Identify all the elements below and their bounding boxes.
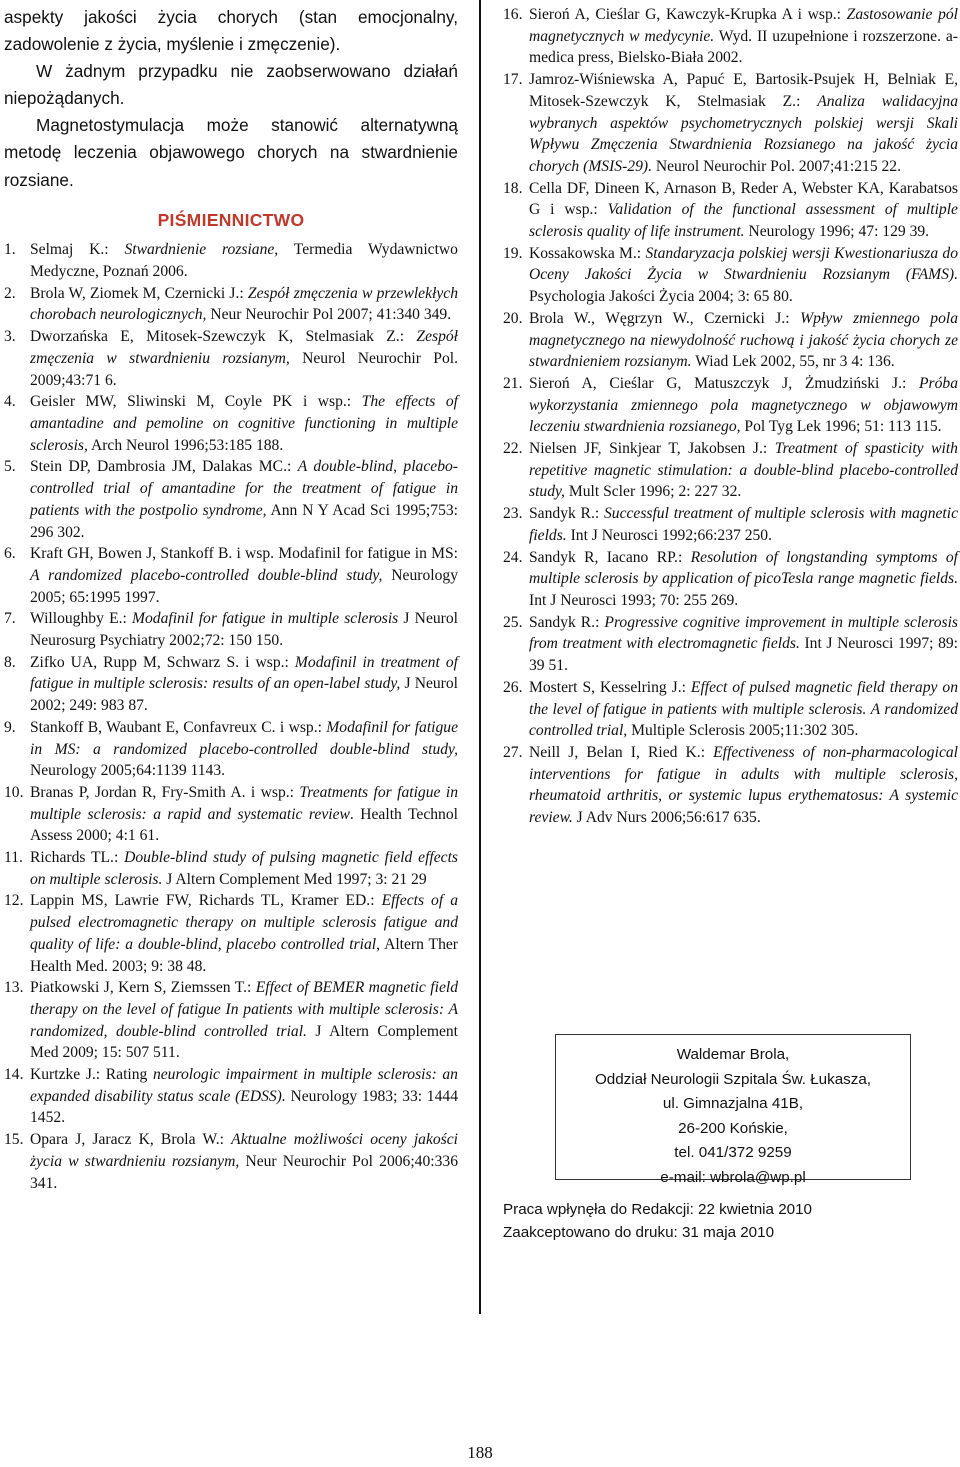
reference-source: Int J Neurosci 1992;66:237 250. [566, 526, 772, 544]
reference-authors: Kossakowska M.: [529, 244, 646, 262]
reference-item [503, 243, 958, 308]
reference-title: Aktualne możliwości oceny jakości życia w stwardnieniu rozsianym, [30, 1131, 458, 1170]
reference-number: 26. [503, 678, 523, 696]
reference-item [4, 782, 458, 847]
reference-source: Wyd. II uzupełnione i rozszerzone. a-medica press, Bielsko-Biała 2002. [529, 27, 958, 67]
reference-authors: Jamroz-Wiśniewska A, Papuć E, Bartosik-Psujek H, Belniak E, Mitosek-Szewczyk K, Stelmasiak Z.: [529, 71, 958, 110]
reference-number: 15. [4, 1131, 24, 1149]
reference-number: 11. [4, 849, 23, 867]
reference-item [4, 283, 458, 326]
reference-authors: Lappin MS, Lawrie FW, Richards TL, Kramer ED.: [30, 892, 382, 910]
reference-item [4, 977, 458, 1064]
reference-item [503, 742, 958, 829]
reference-title: Treatments for fatigue in multiple sclerosis: a rapid and systematic review [30, 783, 458, 823]
reference-item [4, 608, 458, 651]
reference-number: 25. [503, 613, 523, 631]
reference-item [503, 308, 958, 373]
reference-source: Multiple Sclerosis 2005;11:302 305. [627, 722, 859, 740]
reference-number: 1. [4, 241, 16, 259]
reference-number: 10. [4, 783, 24, 801]
reference-authors: Selmaj K.: [30, 241, 125, 259]
reference-item [503, 547, 958, 612]
reference-title: Zespół zmęczenia w stwardnieniu rozsianym, [30, 328, 458, 367]
reference-authors: Zifko UA, Rupp M, Schwarz S. i wsp.: [30, 653, 295, 671]
reference-item [4, 652, 458, 717]
reference-title: Effectiveness of non-pharmacological interventions for fatigue in adults with multiple sclerosis, rheumatoid arthritis, or systemic lupus erythematosus: A systemic review. [529, 743, 958, 827]
address-street: ul. Gimnazjalna 41B, [662, 1095, 804, 1113]
address-city: 26-200 Końskie, [678, 1119, 788, 1137]
reference-list-left [4, 239, 458, 1194]
correspondence-address-box [555, 1034, 911, 1186]
intro-paragraph: Magnetostymulacja może stanowić alternatywną metodę leczenia objawowego chorych na stwardnienie rozsiane. [4, 115, 458, 190]
reference-authors: Neill J, Belan I, Ried K.: [529, 743, 714, 761]
reference-source: Neurology 1996; 47: 129 39. [744, 223, 930, 241]
reference-item [4, 890, 458, 977]
column-divider [479, 0, 481, 1314]
reference-item [4, 1129, 458, 1194]
reference-item [4, 239, 458, 282]
reference-title: Resolution of longstanding symptoms of multiple sclerosis by application of picoTesla range magnetic fields. [529, 548, 958, 588]
reference-authors: Willoughby E.: [30, 610, 133, 628]
reference-number: 6. [4, 545, 16, 563]
reference-item [4, 717, 458, 782]
reference-source: Neur Neurochir Pol 2006;40:336 341. [30, 1152, 458, 1192]
reference-authors: Stankoff B, Waubant E, Confavreux C. i wsp.: [30, 718, 327, 736]
reference-title: Standaryzacja polskiej wersji Kwestionariusza do Oceny Jakości Życia w Stwardnieniu Rozsianym (FAMS). [529, 244, 959, 284]
reference-source: Arch Neurol 1996;53:185 188. [87, 436, 284, 454]
reference-number: 7. [4, 610, 16, 628]
reference-source: Neurology 1983; 33: 1444 1452. [30, 1087, 458, 1127]
reference-number: 13. [4, 979, 24, 997]
reference-source: Altern Ther Health Med. 2003; 9: 38 48. [30, 935, 458, 975]
reference-source: J Neurol 2002; 249: 983 87. [30, 675, 459, 715]
reference-authors: Brola W., Węgrzyn W., Czernicki J.: [529, 309, 801, 327]
reference-title: Stwardnienie rozsiane, [124, 241, 279, 259]
reference-item [503, 69, 958, 178]
reference-authors: Sandyk R, Iacano RP.: [529, 548, 691, 566]
left-column [4, 4, 458, 1194]
reference-item [503, 438, 958, 503]
reference-item [503, 373, 958, 438]
accepted-date: Zaakceptowano do druku: 31 maja 2010 [503, 1224, 775, 1241]
reference-authors: Sieroń A, Cieślar G, Kawczyk-Krupka A i wsp.: [529, 6, 847, 23]
reference-authors: Nielsen JF, Sinkjear T, Jakobsen J.: [529, 440, 775, 458]
reference-source: Mult Scler 1996; 2: 227 32. [564, 483, 742, 501]
reference-source: Neurol Neurochir Pol. 2007;41:215 22. [651, 157, 902, 175]
reference-number: 17. [503, 71, 523, 89]
reference-source: Neur Neurochir Pol 2007; 41:340 349. [206, 306, 452, 324]
reference-authors: Sieroń A, Cieślar G, Matuszczyk J, Żmudziński J.: [529, 374, 920, 392]
address-email: e-mail: wbrola@wp.pl [660, 1168, 806, 1186]
reference-number: 22. [503, 440, 523, 458]
reference-source: Neurol Neurochir Pol. 2009;43:71 6. [30, 349, 458, 389]
reference-number: 21. [503, 374, 523, 392]
reference-authors: Sandyk R.: [529, 505, 604, 523]
reference-authors: Piatkowski J, Kern S, Ziemssen T.: [30, 979, 256, 997]
reference-title: Modafinil in treatment of fatigue in multiple sclerosis: results of an open-label study, [30, 653, 458, 693]
reference-item [4, 543, 458, 608]
reference-title: neurologic impairment in multiple sclerosis: an expanded disability status scale (EDSS). [30, 1066, 458, 1105]
reference-title: Effects of a pulsed electromagnetic therapy on multiple sclerosis fatigue and quality of life: a double-blind, placebo controlled trial, [30, 892, 458, 953]
reference-source: Int J Neurosci 1997; 89: 39 51. [529, 635, 959, 675]
references-heading: PIŚMIENNICTWO [157, 209, 305, 230]
reference-item [4, 847, 458, 890]
reference-number: 12. [4, 892, 24, 910]
reference-authors: Dworzańska E, Mitosek-Szewczyk K, Stelmasiak Z.: [30, 328, 417, 346]
reference-number: 18. [503, 179, 523, 197]
address-name: Waldemar Brola, [676, 1046, 790, 1063]
reference-title: A double-blind, placebo-controlled trial of amantadine for the treatment of fatigue in patients with the postpolio syndrome, [30, 458, 458, 519]
reference-title: Wpływ zmiennego pola magnetycznego na niewydolność ruchową i jakość życia chorych ze stwardnieniem rozsianym. [529, 309, 958, 371]
reference-item [4, 391, 458, 456]
reference-number: 20. [503, 309, 523, 327]
reference-title: Treatment of spasticity with repetitive magnetic stimulation: a double-blind placebo-controlled study, [529, 440, 958, 501]
reference-title: A randomized placebo-controlled double-blind study, [30, 566, 383, 584]
reference-title: Próba wykorzystania zmiennego pola magnetycznego w objawowym leczeniu stwardnienia rozsianego, [529, 374, 958, 436]
reference-number: 19. [503, 244, 523, 262]
reference-title: Progressive cognitive improvement in multiple sclerosis from treatment with electromagnetic fields. [529, 613, 958, 653]
reference-title: Validation of the functional assessment of multiple sclerosis quality of life instrument. [529, 201, 958, 241]
page-number: 188 [467, 1443, 493, 1462]
reference-title: The effects of amantadine and pemoline on cognitive functioning in multiple sclerosis, [30, 393, 458, 454]
reference-number: 2. [4, 284, 16, 302]
right-column [503, 4, 958, 829]
reference-authors: Cella DF, Dineen K, Arnason B, Reder A, Webster KA, Karabatsos G i wsp.: [529, 179, 958, 219]
reference-number: 8. [4, 653, 16, 671]
intro-paragraph: W żadnym przypadku nie zaobserwowano działań niepożądanych. [4, 61, 458, 109]
reference-number: 4. [4, 393, 16, 411]
reference-authors: Opara J, Jaracz K, Brola W.: [30, 1131, 232, 1149]
reference-number: 24. [503, 548, 523, 566]
submission-dates [503, 1198, 812, 1244]
reference-authors: Mostert S, Kesselring J.: [529, 678, 691, 696]
reference-number: 3. [4, 328, 16, 346]
reference-source: Neurology 2005;64:1139 1143. [30, 762, 226, 780]
reference-source: Pol Tyg Lek 1996; 51: 113 115. [740, 418, 942, 436]
reference-list-right [503, 4, 958, 829]
reference-number: 16. [503, 6, 523, 23]
reference-authors: Stein DP, Dambrosia JM, Dalakas MC.: [30, 458, 298, 476]
reference-item [4, 456, 458, 543]
reference-number: 14. [4, 1066, 24, 1084]
reference-title: Effect of pulsed magnetic field therapy on the level of fatigue in patients with multiple sclerosis. A randomized controlled trial, [529, 678, 958, 740]
reference-number: 5. [4, 458, 16, 476]
reference-title: Zastosowanie pól magnetycznych w medycynie. [529, 6, 958, 45]
reference-source: J Altern Complement Med 1997; 3: 21 29 [162, 870, 427, 888]
reference-title: Zespół zmęczenia w przewlekłych chorobach neurologicznych, [30, 284, 458, 324]
reference-authors: Sandyk R.: [529, 613, 605, 631]
address-department: Oddział Neurologii Szpitala Św. Łukasza, [594, 1070, 872, 1088]
reference-source: J Neurol Neurosurg Psychiatry 2002;72: 150 150. [30, 610, 458, 650]
reference-number: 9. [4, 718, 16, 736]
reference-title: Double-blind study of pulsing magnetic field effects on multiple sclerosis. [30, 849, 459, 888]
reference-source: Termedia Wydawnictwo Medyczne, Poznań 2006. [30, 241, 458, 281]
conclusion-text [4, 4, 458, 194]
reference-source: Wiad Lek 2002, 55, nr 3 4: 136. [691, 353, 895, 371]
reference-authors: Branas P, Jordan R, Fry-Smith A. i wsp.: [30, 783, 300, 801]
reference-authors: Richards TL.: [30, 849, 125, 867]
reference-authors: Kraft GH, Bowen J, Stankoff B. i wsp. Modafinil for fatigue in MS: [30, 545, 458, 563]
reference-title: Modafinil for fatigue in multiple sclerosis [132, 610, 399, 628]
reference-title: Modafinil for fatigue in MS: a randomized placebo-controlled double-blind study, [30, 718, 459, 758]
reference-item [4, 326, 458, 391]
reference-source: Int J Neurosci 1993; 70: 255 269. [529, 591, 739, 609]
reference-source: Ann N Y Acad Sci 1995;753: 296 302. [30, 501, 458, 541]
address-phone: tel. 041/372 9259 [674, 1144, 792, 1162]
reference-title: Successful treatment of multiple sclerosis with magnetic fields. [529, 505, 958, 544]
reference-item [503, 503, 958, 546]
reference-title: Analiza walidacyjna wybranych aspektów psychometrycznych polskiej wersji Skali Wpływu Zmęczenia Stwardnienia Rozsianego na jakość życia chorych (MSIS-29). [529, 92, 958, 175]
reference-source: J Altern Complement Med 2009; 15: 507 511. [30, 1022, 458, 1062]
reference-authors: Geisler MW, Sliwinski M, Coyle PK i wsp.: [30, 393, 362, 411]
reference-item [503, 178, 958, 243]
reference-item [503, 677, 958, 742]
reference-title: Effect of BEMER magnetic field therapy on the level of fatigue In patients with multiple sclerosis: A randomized, double-blind controlled trial. [30, 979, 458, 1040]
reference-item [4, 1064, 458, 1129]
reference-source: Psychologia Jakości Życia 2004; 3: 65 80. [529, 288, 793, 306]
reference-source: . Health Technol Assess 2000; 4:1 61. [30, 805, 458, 845]
reference-number: 23. [503, 505, 523, 523]
reference-authors: Kurtzke J.: Rating [30, 1066, 153, 1084]
reference-number: 27. [503, 743, 523, 761]
reference-item [503, 612, 958, 677]
reference-item [503, 4, 958, 69]
reference-authors: Brola W, Ziomek M, Czernicki J.: [30, 284, 248, 302]
reference-source: Neurology 2005; 65:1995 1997. [30, 566, 458, 606]
received-date: Praca wpłynęła do Redakcji: 22 kwietnia 2010 [503, 1201, 812, 1218]
intro-paragraph: aspekty jakości życia chorych (stan emocjonalny, zadowolenie z życia, myślenie i zmęczenie). [4, 7, 458, 55]
reference-source: J Adv Nurs 2006;56:617 635. [572, 809, 761, 827]
